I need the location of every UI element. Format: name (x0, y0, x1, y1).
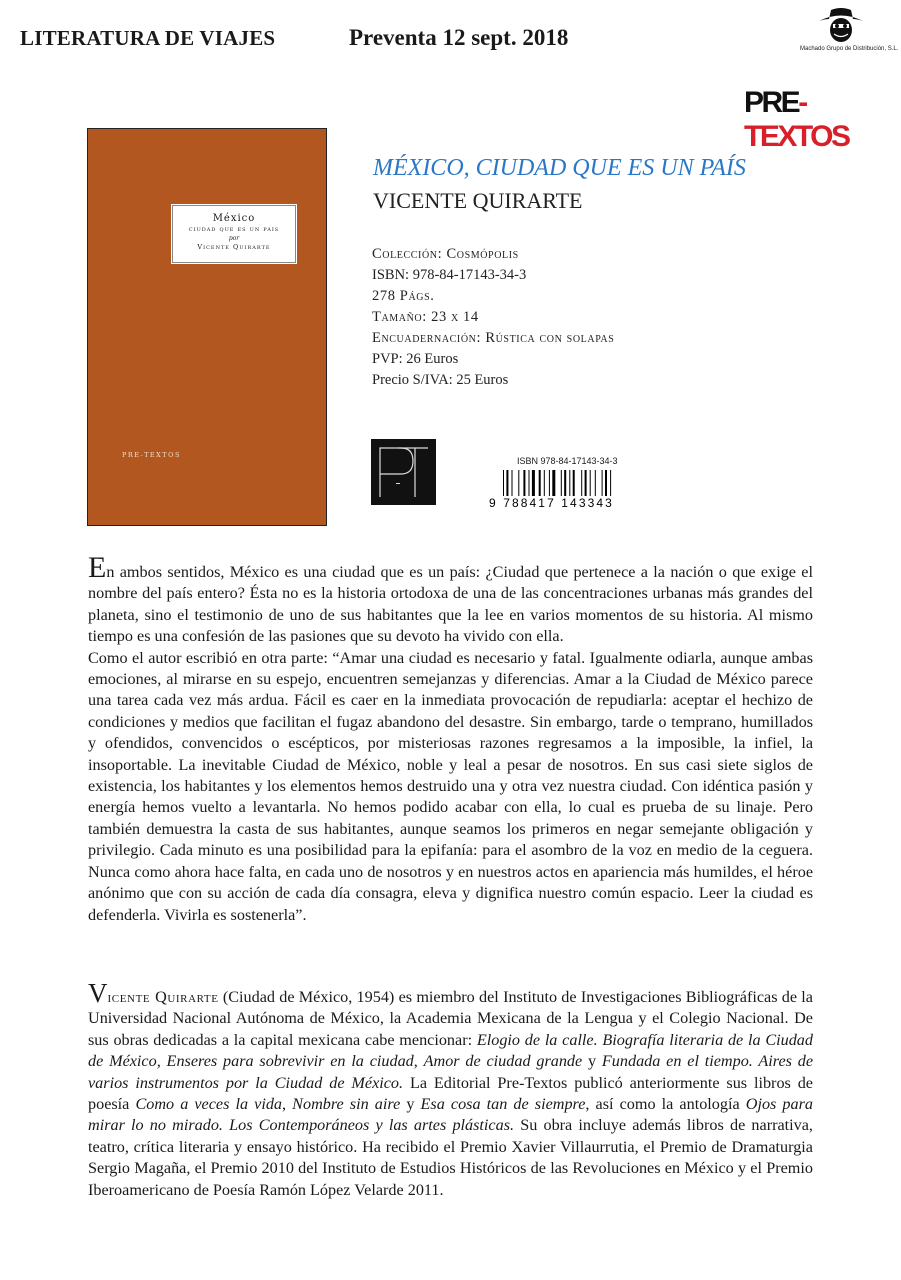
meta-price-no-vat: Precio S/IVA: 25 Euros (372, 372, 509, 388)
barcode-bar (585, 470, 587, 496)
meta-size: Tamaño: 23 x 14 (372, 309, 479, 325)
distributor-name: Machado Grupo de Distribución, S.L. (800, 46, 899, 52)
bio-text: , así como la antología (585, 1095, 746, 1114)
barcode-bar (512, 470, 513, 496)
bio-text: y (582, 1052, 602, 1071)
book-metadata (372, 244, 614, 391)
barcode-isbn-label: ISBN 978-84-17143-34-3 (517, 456, 618, 466)
meta-collection: Colección: Cosmópolis (372, 246, 519, 262)
bio-work: Ojos para mirar lo no mirado. Los Contemporáneos y las artes plásticas. (88, 1095, 813, 1135)
meta-isbn: ISBN: 978-84-17143-34-3 (372, 267, 527, 283)
barcode-bar (581, 470, 582, 496)
bio-paragraph (88, 978, 814, 1201)
cover-subtitle: ciudad que es un país (188, 225, 280, 233)
barcode-bar (610, 470, 611, 496)
barcode-bar (506, 470, 508, 496)
bio-text: La Editorial Pre-Textos publicó anteriormente sus libros de poesía (88, 1073, 813, 1114)
barcode-bar (549, 470, 550, 496)
presale-date: Preventa 12 sept. 2018 (349, 25, 569, 50)
cover-label (172, 205, 296, 263)
barcode-bar (569, 470, 570, 496)
description-paragraph-1 (88, 551, 813, 648)
pre-textos-monogram-icon (371, 439, 436, 505)
cover-author: Vicente Quirarte (197, 243, 271, 251)
bio-text: y (400, 1095, 421, 1114)
meta-pages: 278 Págs. (372, 288, 435, 304)
bio-text: (Ciudad de México, 1954) es miembro del Instituto de Investigaciones Bibliográficas de la Universidad Nacional Autónoma de México, la Academia Mexicana de la Lengua y el Colegio Nacional. De sus obras dedicadas a la capital mexicana cabe mencionar: (88, 988, 813, 1049)
cover-publisher: PRE-TEXTOS (122, 451, 181, 459)
publisher-logo-part2: -TEXTOS (744, 86, 849, 153)
barcode-bar (602, 470, 603, 496)
cover-title: México (212, 213, 256, 224)
barcode-bar (590, 470, 591, 496)
distributor-logo (800, 6, 899, 52)
bio-work: Elogio de la calle. Biografía literaria de la Ciudad de México, Enseres para sobrevivir en la ciudad (88, 1030, 813, 1071)
barcode-bar (518, 470, 519, 496)
bio-drop-cap: V (88, 978, 108, 1008)
meta-binding: Encuadernación: Rústica con solapas (372, 330, 615, 346)
barcode-bar (529, 470, 530, 496)
barcode (487, 456, 647, 512)
barcode-bar (532, 470, 535, 496)
barcode-bar (605, 470, 607, 496)
meta-pvp: PVP: 26 Euros (372, 351, 459, 367)
hat-man-icon (813, 6, 869, 44)
bio-text: , (282, 1095, 293, 1114)
book-author: VICENTE QUIRARTE (373, 188, 583, 213)
bio-text: Su obra incluye además libros de narrativa, teatro, crítica literaria y ensayo histórico. Ha recibido el Premio Xavier Villaurrutia, el Premio de Dramaturgia Sergio Magaña, el Premio 2010 del Instituto de Estudios Históricos de las Revoluciones en México y el Premio Iberoamericano de Poesía Ramón López Velarde 2011. (88, 1116, 813, 1199)
barcode-bar (552, 470, 555, 496)
book-description (88, 551, 813, 926)
barcode-bar (523, 470, 525, 496)
bio-work: Como a veces la vida (135, 1095, 283, 1114)
description-text-1: n ambos sentidos, México es una ciudad que es un país: ¿Ciudad que pertenece a la nación o que exige el nombre del país entero? Ésta no es la historia ortodoxa de una de las concentraciones urbanas más grandes del planeta, sino el testimonio de uno de sus habitantes que la lee en varios momentos de su historia. Al mismo tiempo es una confesión de las pasiones que su devoto ha vivido con ella. (88, 563, 813, 646)
publisher-logo (744, 86, 901, 154)
description-paragraph-2: Como el autor escribió en otra parte: “Amar una ciudad es necesario y fatal. Igualmente odiarla, aunque ambas emociones, al mirarse en su espejo, encuentren semejanzas y diferencias. Amar a la Ciudad de México parece una tarea cada vez más ardua. Fácil es caer en la inmediata provocación de repudiarla: aceptar el hechizo de condiciones y medios que facilitan el fugaz abandono del desastre. Sin embargo, tarde o temprano, humillados y ofendidos, convencidos o escépticos, por misteriosas razones regresamos a la imposible, la infiel, la insoportable. La inevitable Ciudad de México, noble y leal a pesar de nosotros. En sus casi siete siglos de existencia, los habitantes y los elementos hemos destruido una y otra vez nuestra ciudad. Con idéntica pasión y energía hemos vuelto a levantarla. No hemos podido acabar con ella, lo cual es prueba de su linaje. Pero también demuestra la casta de sus habitantes, aunque seamos los primeros en negar semejante obligación y privilegio. Cada minuto es una posibilidad para la epifanía: para el asombro de la voz en medio de la ceguera. Nunca como ahora hace falta, en cada uno de nosotros y en nuestros actos en apariencia más humildes, el héroe anónimo que con su acción de cada día consagra, eleva y dignifica nuestro común espacio. Leer la ciudad es defenderla. Vivirla es sostenerla”. (88, 648, 813, 924)
barcode-bar (539, 470, 541, 496)
barcode-bar (595, 470, 596, 496)
barcode-bar (573, 470, 575, 496)
bio-work: Esa cosa tan de siempre (420, 1095, 586, 1114)
bio-work: Fundada en el tiempo. Aires de varios instrumentos por la Ciudad de México. (88, 1052, 814, 1092)
book-title: MÉXICO, CIUDAD QUE ES UN PAÍS (373, 155, 746, 181)
cover-por: por (228, 235, 240, 242)
barcode-bar (564, 470, 566, 496)
barcode-bar (503, 470, 504, 496)
barcode-digits: 9 788417 143343 (489, 496, 614, 510)
category-heading: LITERATURA DE VIAJES (20, 26, 276, 50)
author-bio (88, 978, 814, 1201)
drop-cap: E (88, 551, 107, 584)
bio-work: Amor de ciudad grande (423, 1052, 583, 1071)
publisher-logo-part1: PRE (744, 86, 799, 119)
barcode-bar (544, 470, 545, 496)
bio-author-name: icente Quirarte (107, 988, 219, 1006)
barcode-bar (561, 470, 562, 496)
bio-work: Nombre sin aire (292, 1095, 401, 1114)
book-cover (87, 128, 327, 526)
bio-text: , (413, 1052, 424, 1071)
